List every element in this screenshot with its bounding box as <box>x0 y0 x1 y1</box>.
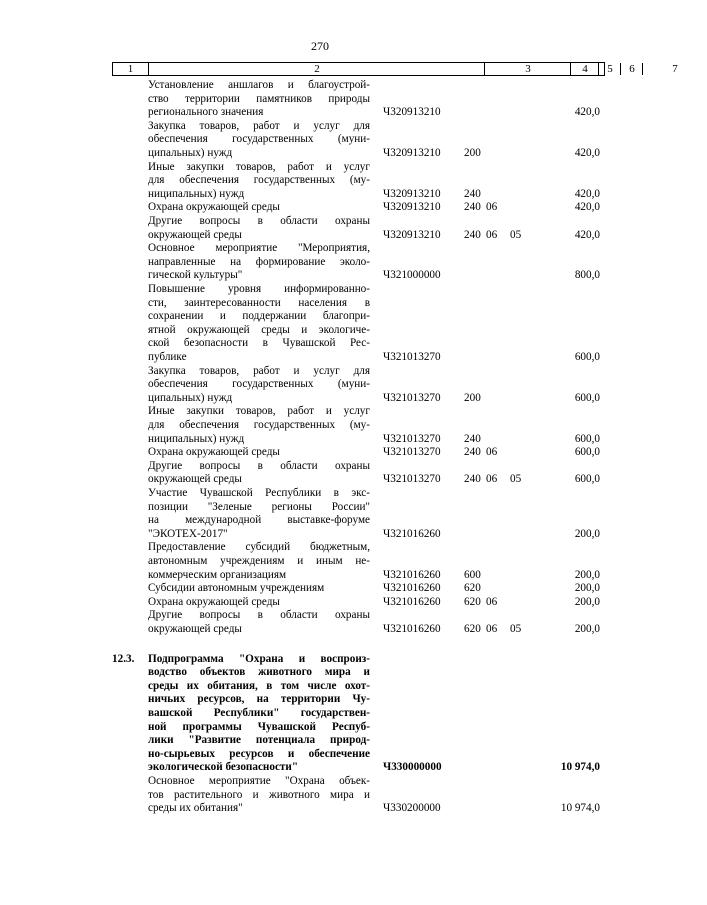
row-expense-type: 200 <box>464 391 481 404</box>
row-expense-type: 240 <box>464 473 481 486</box>
row-description-line: водство объектов животного мира и <box>148 666 370 679</box>
row-description-line: Охрана окружающей среды <box>148 446 280 459</box>
row-description-line: Установление аншлагов и благоустрой- <box>148 79 370 91</box>
row-description-line: Иные закупки товаров, работ и услуг <box>148 160 370 173</box>
row-description-line: но-сырьевых ресурсов и обеспечение <box>148 747 370 760</box>
row-description-line: экологической безопасности" <box>148 761 299 774</box>
row-amount: 200,0 <box>574 623 600 635</box>
row-description-line: гической культуры" <box>148 269 243 282</box>
row-description-line: для обеспечения государственных (му- <box>148 419 370 431</box>
row-description-line: ниципальных) нужд <box>148 432 245 445</box>
row-code: Ч320913210 <box>383 187 441 200</box>
row-description-line: позиции "Зеленые регионы России" <box>148 500 370 513</box>
row-description-line: среды их обитания, в том числе охот- <box>148 679 370 692</box>
row-description-line: ной программы Чувашской Респуб- <box>148 720 370 733</box>
row-description-line: "ЭКОТЕХ-2017" <box>148 527 228 540</box>
row-description-line: Основное мероприятие "Охрана объек- <box>148 775 370 787</box>
row-expense-type: 620 <box>464 623 481 635</box>
row-expense-type: 240 <box>464 432 481 445</box>
row-description-line: Участие Чувашской Республики в экс- <box>148 487 370 499</box>
row-code: Ч321016260 <box>383 595 441 608</box>
row-description-line: Иные закупки товаров, работ и услуг <box>148 405 370 418</box>
row-section: 06 <box>486 595 498 608</box>
row-description-line: коммерческим организациям <box>148 568 287 581</box>
row-amount: 420,0 <box>574 106 600 119</box>
row-amount: 600,0 <box>574 391 600 404</box>
row-description-line: Охрана окружающей среды <box>148 595 280 608</box>
row-description-line: Основное мероприятие "Мероприятия, <box>148 242 370 255</box>
header-col-2: 2 <box>148 63 485 75</box>
row-subsection: 05 <box>510 473 522 486</box>
row-code: Ч321016260 <box>383 582 441 595</box>
row-amount: 200,0 <box>574 582 600 595</box>
row-code: Ч321000000 <box>383 269 441 282</box>
row-description-line: для обеспечения государственных (му- <box>148 174 370 187</box>
row-description-line: обеспечения государственных (муни- <box>148 378 370 391</box>
row-amount: 420,0 <box>574 187 600 200</box>
row-description-line: Повышение уровня информированно- <box>148 283 370 295</box>
row-amount: 10 974,0 <box>560 761 600 774</box>
row-description-line: окружающей среды <box>148 473 242 486</box>
row-subsection: 05 <box>510 623 522 635</box>
row-description-line: Закупка товаров, работ и услуг для <box>148 364 370 377</box>
row-description-line: окружающей среды <box>148 623 242 635</box>
row-code: Ч321016260 <box>383 568 441 581</box>
row-amount: 200,0 <box>574 568 600 581</box>
row-section: 06 <box>486 201 498 214</box>
row-expense-type: 620 <box>464 582 481 595</box>
row-description-line: ничьих ресурсов, на территории Чу- <box>148 693 370 706</box>
row-description-line: Другие вопросы в области охраны <box>148 215 370 227</box>
row-code: Ч320913210 <box>383 201 441 214</box>
row-description-line: ской безопасности в Чувашской Рес- <box>148 337 370 350</box>
row-code: Ч330200000 <box>383 802 441 815</box>
row-amount: 600,0 <box>574 351 600 363</box>
row-description-line: Предоставление субсидий бюджетным, <box>148 541 370 554</box>
row-section: 06 <box>486 228 498 241</box>
header-col-1: 1 <box>127 63 134 75</box>
row-amount: 420,0 <box>574 228 600 241</box>
table-header <box>112 62 678 76</box>
row-code: Ч321013270 <box>383 391 441 404</box>
row-description-line: окружающей среды <box>148 228 242 241</box>
row-amount: 800,0 <box>574 269 600 282</box>
row-amount: 600,0 <box>574 446 600 459</box>
row-code: Ч320913210 <box>383 228 441 241</box>
row-code: Ч321013270 <box>383 473 441 486</box>
row-amount: 200,0 <box>574 595 600 608</box>
row-expense-type: 240 <box>464 446 481 459</box>
row-code: Ч321013270 <box>383 351 441 363</box>
row-description-line: регионального значения <box>148 106 264 119</box>
row-expense-type: 240 <box>464 187 481 200</box>
header-col-6: 6 <box>620 63 643 75</box>
row-description-line: Охрана окружающей среды <box>148 201 280 214</box>
header-col-3: 3 <box>484 63 571 75</box>
page-number: 270 <box>311 39 329 53</box>
row-code: Ч321016260 <box>383 623 441 635</box>
row-code: Ч321016260 <box>383 527 441 540</box>
row-description-line: ятной окружающей среды и экологиче- <box>148 323 370 336</box>
row-expense-type: 240 <box>464 201 481 214</box>
row-amount: 600,0 <box>574 432 600 445</box>
row-code: Ч321013270 <box>383 446 441 459</box>
row-number: 12.3. <box>112 652 135 665</box>
row-expense-type: 240 <box>464 228 481 241</box>
row-description-line: сохранении и поддержании благопри- <box>148 310 370 323</box>
header-col-7: 7 <box>642 63 707 75</box>
row-description-line: сти, заинтересованности населения в <box>148 296 370 309</box>
row-amount: 600,0 <box>574 473 600 486</box>
row-code: Ч321013270 <box>383 432 441 445</box>
row-description-line: Другие вопросы в области охраны <box>148 609 370 622</box>
row-description-line: Закупка товаров, работ и услуг для <box>148 119 370 132</box>
row-description-line: ципальных) нужд <box>148 391 233 404</box>
row-description-line: автономным учреждениям и иным не- <box>148 555 370 567</box>
header-col-4: 4 <box>570 63 599 75</box>
row-code: Ч330000000 <box>383 761 442 774</box>
row-description-line: на международной выставке-форуме <box>148 514 370 527</box>
row-description-line: Субсидии автономным учреждениям <box>148 582 325 595</box>
row-amount: 420,0 <box>574 201 600 214</box>
row-description-line: лики "Развитие потенциала природ- <box>148 734 370 747</box>
row-section: 06 <box>486 623 498 635</box>
row-subsection: 05 <box>510 228 522 241</box>
row-description-line: ство территории памятников природы <box>148 92 370 105</box>
row-description-line: среды их обитания" <box>148 802 243 815</box>
row-expense-type: 620 <box>464 595 481 608</box>
row-code: Ч320913210 <box>383 106 441 119</box>
header-col-5: 5 <box>598 63 621 75</box>
row-expense-type: 600 <box>464 568 481 581</box>
row-expense-type: 200 <box>464 147 481 159</box>
row-amount: 200,0 <box>574 527 600 540</box>
row-description-line: ниципальных) нужд <box>148 187 245 200</box>
row-section: 06 <box>486 473 498 486</box>
row-description-line: обеспечения государственных (муни- <box>148 133 370 146</box>
row-description-line: ципальных) нужд <box>148 147 233 159</box>
row-description-line: Другие вопросы в области охраны <box>148 459 370 472</box>
row-amount: 420,0 <box>574 147 600 159</box>
row-description-line: тов растительного и животного мира и <box>148 788 370 801</box>
row-amount: 10 974,0 <box>560 802 600 815</box>
row-section: 06 <box>486 446 498 459</box>
row-code: Ч320913210 <box>383 147 441 159</box>
row-description-line: Подпрограмма "Охрана и воспроиз- <box>148 652 370 665</box>
row-description-line: публике <box>148 351 187 363</box>
row-description-line: вашской Республики" государствен- <box>148 707 370 719</box>
row-description-line: направленные на формирование эколо- <box>148 255 370 268</box>
